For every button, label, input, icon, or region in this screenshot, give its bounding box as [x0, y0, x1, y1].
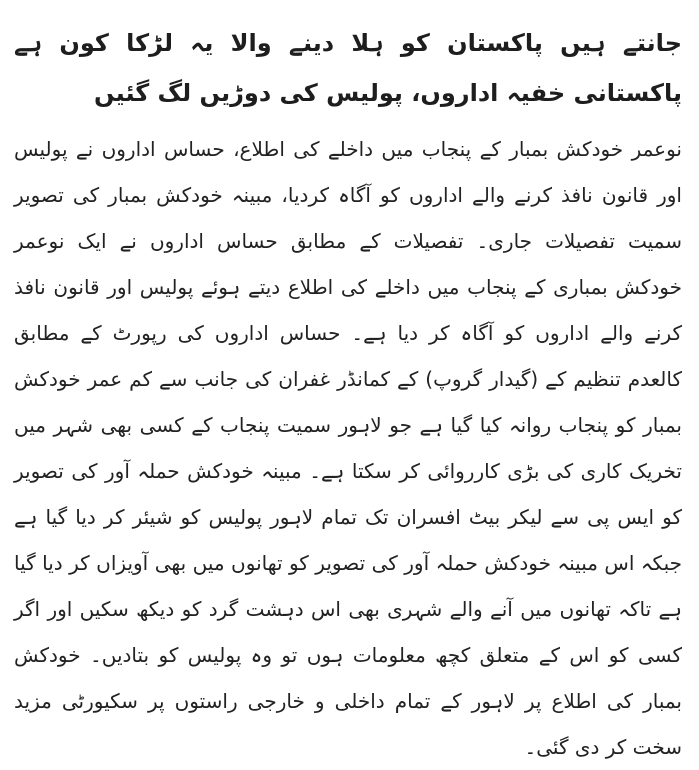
article-body: نوعمر خودکش بمبار کے پنجاب میں داخلے کی اطلاع، حساس اداروں نے پولیس اور قانون نافذ کرنے والے اداروں کو آگاہ کردیا، مبینہ خودکش بمبار کی تصویر سمیت تفصیلات جاری۔ تفصیلات کے مطابق حساس اداروں نے ایک نوعمر خودکش بمباری کے پنجاب میں داخلے کی اطلاع دیتے ہوئے پولیس اور قانون نافذ کرنے والے اداروں کو آگاہ کر دیا ہے۔ حساس اداروں کی رپورٹ کے مطابق کالعدم تنظیم کے (گیدار گروپ) کے کمانڈر غفران کی جانب سے کم عمر خودکش بمبار کو پنجاب روانہ کیا گیا ہے جو لاہور سمیت پنجاب کے کسی بھی شہر میں تخریک کاری کی بڑی کارروائی کر سکتا ہے۔ مبینہ خودکش حملہ آور کی تصویر کو ایس پی سے لیکر بیٹ افسران تک تمام لاہور پولیس کو شیئر کر دیا گیا ہے جبکہ اس مبینہ خودکش حملہ آور کی تصویر کو تھانوں میں بھی آویزاں کر دیا گیا ہے تاکہ تھانوں میں آنے والے شہری بھی اس دہشت گرد کو دیکھ سکیں اور اگر کسی کو اس کے متعلق کچھ معلومات ہوں تو وہ پولیس کو بتادیں۔ خودکش بمبار کی اطلاع پر لاہور کے تمام داخلی و خارجی راستوں پر سکیورٹی مزید سخت کر دی گئی۔: [14, 137, 682, 759]
article-headline: جانتے ہیں پاکستان کو ہلا دینے والا یہ لڑکا کون ہے پاکستانی خفیہ اداروں، پولیس کی دوڑیں لگ گئیں: [14, 29, 682, 107]
news-article: [14, 18, 682, 770]
